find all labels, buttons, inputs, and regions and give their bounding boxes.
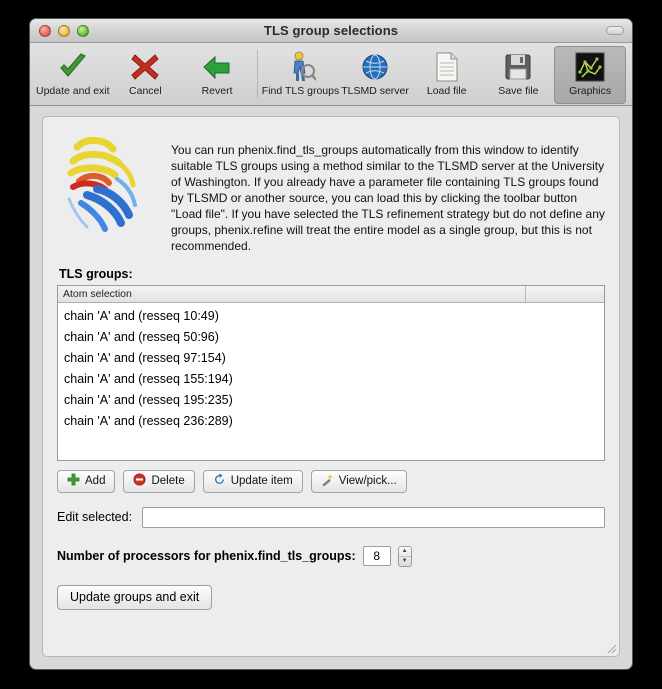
toolbar-label: Graphics [569,85,612,97]
zoom-button[interactable] [77,25,89,37]
delete-circle-icon [133,473,146,489]
toolbar-button-find-tls-groups[interactable] [262,46,339,104]
add-button-label: Add [85,475,106,488]
toolbar-button-load-file[interactable] [411,46,483,104]
main-toolbar [30,43,632,106]
toolbar-label: Revert [201,85,233,97]
person-search-icon [286,50,316,84]
toolbar-button-update-and-exit[interactable] [36,46,110,104]
resize-grip[interactable] [604,641,617,654]
tls-group-selections-window [29,18,633,670]
window-title: TLS group selections [263,23,399,38]
update-item-button[interactable] [203,470,303,493]
table-row[interactable]: chain 'A' and (resseq 50:96) [64,329,219,344]
minimize-button[interactable] [58,25,70,37]
table-row[interactable]: chain 'A' and (resseq 97:154) [64,350,226,365]
toolbar-label: Load file [426,85,467,97]
tls-groups-label: TLS groups: [59,266,133,281]
edit-selected-input[interactable] [142,507,605,528]
list-header[interactable] [58,286,604,303]
delete-button-label: Delete [151,475,185,488]
toolbar-label: Save file [498,85,539,97]
toolbar-label: Cancel [129,85,162,97]
column-header-atom-selection[interactable]: Atom selection [63,287,132,300]
toolbar-label: Update and exit [36,85,110,97]
update-groups-and-exit-button[interactable]: Update groups and exit [57,585,212,610]
green-check-icon [57,50,89,84]
toolbar-button-graphics[interactable] [554,46,626,104]
window-controls[interactable] [39,25,89,37]
toolbar-label: TLSMD server [341,85,409,97]
stepper-down-icon[interactable]: ▼ [401,558,408,565]
list-rows[interactable] [58,303,604,460]
document-icon [434,50,460,84]
table-row[interactable]: chain 'A' and (resseq 155:194) [64,371,233,386]
green-arrow-left-icon [202,50,232,84]
plus-icon [67,473,80,489]
floppy-disk-icon [503,50,533,84]
blue-globe-icon [360,50,390,84]
list-action-buttons [57,470,605,493]
table-row[interactable]: chain 'A' and (resseq 10:49) [64,308,219,323]
stepper-up-icon[interactable]: ▲ [399,547,411,557]
toolbar-button-revert[interactable] [181,46,253,104]
view-pick-button[interactable] [311,470,407,493]
edit-selected-row [57,507,605,528]
wand-icon [321,473,334,489]
molecule-graphics-icon [575,50,605,84]
table-row[interactable]: chain 'A' and (resseq 195:235) [64,392,233,407]
toolbar-button-tlsmd-server[interactable] [339,46,411,104]
content-panel [42,116,620,657]
red-x-icon [130,50,160,84]
toolbar-button-cancel[interactable] [110,46,182,104]
toolbar-button-save-file[interactable] [483,46,555,104]
refresh-icon [213,473,226,489]
intro-section [57,129,605,255]
add-button[interactable] [57,470,115,493]
toolbar-label: Find TLS groups [261,85,340,97]
description-text: You can run phenix.find_tls_groups automatically from this window to identify suitable TLS groups using a method similar to the TLSMD server at the University of Washington. If you already have a parameter file containing TLS groups found by TLSMD or another source, you can load this by clicking the toolbar button "Load file". If you have selected the TLS refinement strategy but do not define any groups, phenix.refine will treat the entire model as a single group, but this is not recommended. [171,143,605,253]
close-button[interactable] [39,25,51,37]
processors-label: Number of processors for phenix.find_tls_groups: [57,549,356,564]
toolbar-separator [257,50,258,98]
processors-input[interactable] [363,546,391,566]
table-row[interactable]: chain 'A' and (resseq 236:289) [64,413,233,428]
view-pick-button-label: View/pick... [338,475,397,488]
processors-stepper[interactable] [398,546,412,567]
update-item-button-label: Update item [230,475,293,488]
edit-selected-label: Edit selected: [57,510,133,525]
delete-button[interactable] [123,470,194,493]
column-divider[interactable] [525,286,526,302]
processors-row [57,546,605,567]
tls-groups-list[interactable] [57,285,605,461]
toolbar-toggle-button[interactable] [606,26,624,35]
window-titlebar[interactable] [30,19,632,43]
protein-ribbon-thumbnail [57,129,157,239]
